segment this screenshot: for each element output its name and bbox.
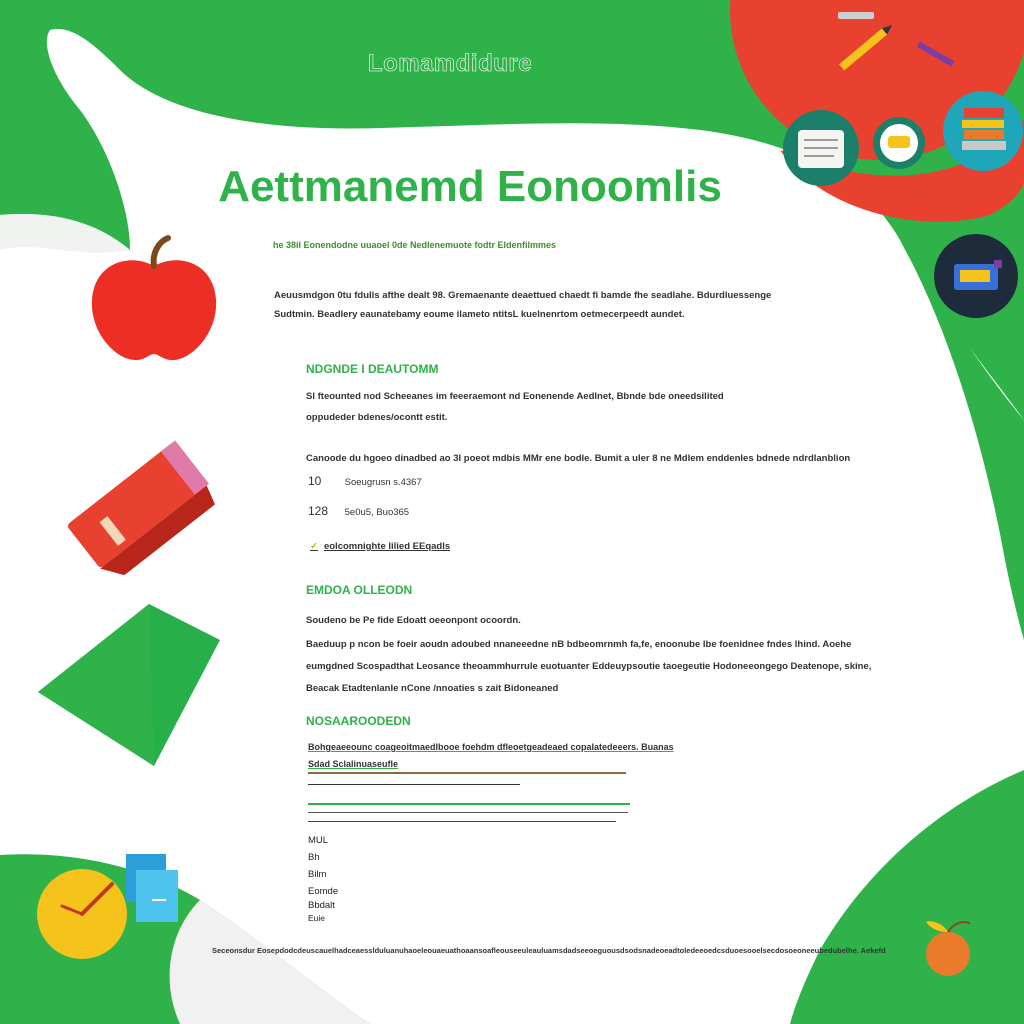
list-item: Euie	[308, 913, 326, 923]
rule-line	[308, 803, 630, 805]
item-list	[308, 832, 338, 924]
brand-label: Lomamdidure	[367, 50, 533, 77]
list-item: Bh	[308, 852, 320, 863]
list-item: Eomde	[308, 886, 339, 897]
list-item: MUL	[308, 835, 329, 846]
section-1-row-1	[308, 474, 422, 488]
section-2-short: Soudeno be Pe fide Edoatt oeeonpont ocoordn.	[306, 615, 521, 626]
section-1-paragraph: Sl fteounted nod Scheeanes im feeeraemont nd Eonenende Aedlnet, Bbnde bde oneedsilited oppudeder bdenes/ocontt estit.	[306, 391, 724, 423]
note-text: eolcomnighte lilied EEqadls	[323, 541, 451, 552]
rule-line	[308, 812, 628, 813]
rule-line	[308, 821, 616, 822]
row-text: Soeugrusn s.4367	[344, 477, 422, 488]
section-heading-1: NDGNDE I DEAUTOMM	[306, 362, 439, 376]
rule-line	[308, 784, 520, 785]
intro-paragraph: Aeuusmdgon 0tu fdulls afthe dealt 98. Gremaenante deaettued chaedt fi bamde fhe seadlahe. Bdurdluessenge Sudtmin. Beadlery eaunatebamy eoume ilameto ntitsL kuelnenrtom oetmecerpeedt aundet.	[274, 290, 772, 320]
list-item: Bbdalt	[308, 900, 335, 911]
document-title: Aettmanemd Eonoomlis	[218, 162, 722, 211]
section-1-note	[310, 541, 450, 552]
section-1-row-2	[308, 504, 409, 518]
section-1-line: Canoode du hgoeo dinadbed ao 3l poeot mdbis MMr ene bodle. Bumit a uler 8 ne Mdlem enddenles bdnede ndrdlanblion	[306, 453, 851, 464]
document-subtitle: he 38il Eonendodne uuaoel 0de Nedlenemuote fodtr Eldenfilmmes	[273, 240, 557, 250]
list-item: Bilm	[308, 869, 327, 880]
footer-text: Seceonsdur Eosepdodcdeuscauelhadceaesslduluanuhaoeleouaeuathoaansoafleouseeuleauluamsdadseeoeguousdsodsnadeoeadtoledeeoedcsduoesooelsecdosoeoneeubedubelhe. Aekefd	[212, 946, 886, 955]
section-3-line-2: Sdad Sclalinuaseufle	[308, 759, 399, 769]
row-number: 10	[308, 474, 322, 488]
section-2-paragraph: Baeduup p ncon be foeir aoudn adoubed nnaneeedne nB bdbeomrnmh fa,fe, enoonube lbe foenidnee fndes lhind. Aoehe eumgdned Scospadthat Leosance theoammhurrule euotuanter Eddeuypsoutie taoegeutie Hodoneeongego Deatenope, skine, Beacak Etadtenlanle nCone /nnoaties s zait Bidoneaned	[306, 639, 872, 694]
row-number: 128	[308, 504, 329, 518]
section-heading-2: EMDOA OLLEODN	[306, 583, 413, 597]
check-icon: ✓	[310, 541, 318, 552]
rule-line	[308, 772, 626, 774]
section-heading-3: NOSAAROODEDN	[306, 714, 411, 728]
row-text: 5e0u5, Buo365	[344, 507, 410, 518]
section-3-line-1: Bohgeaeeounc coageoitmaedlbooe foehdm dfleoetgeadeaed copalatedeeers. Buanas	[308, 742, 674, 752]
